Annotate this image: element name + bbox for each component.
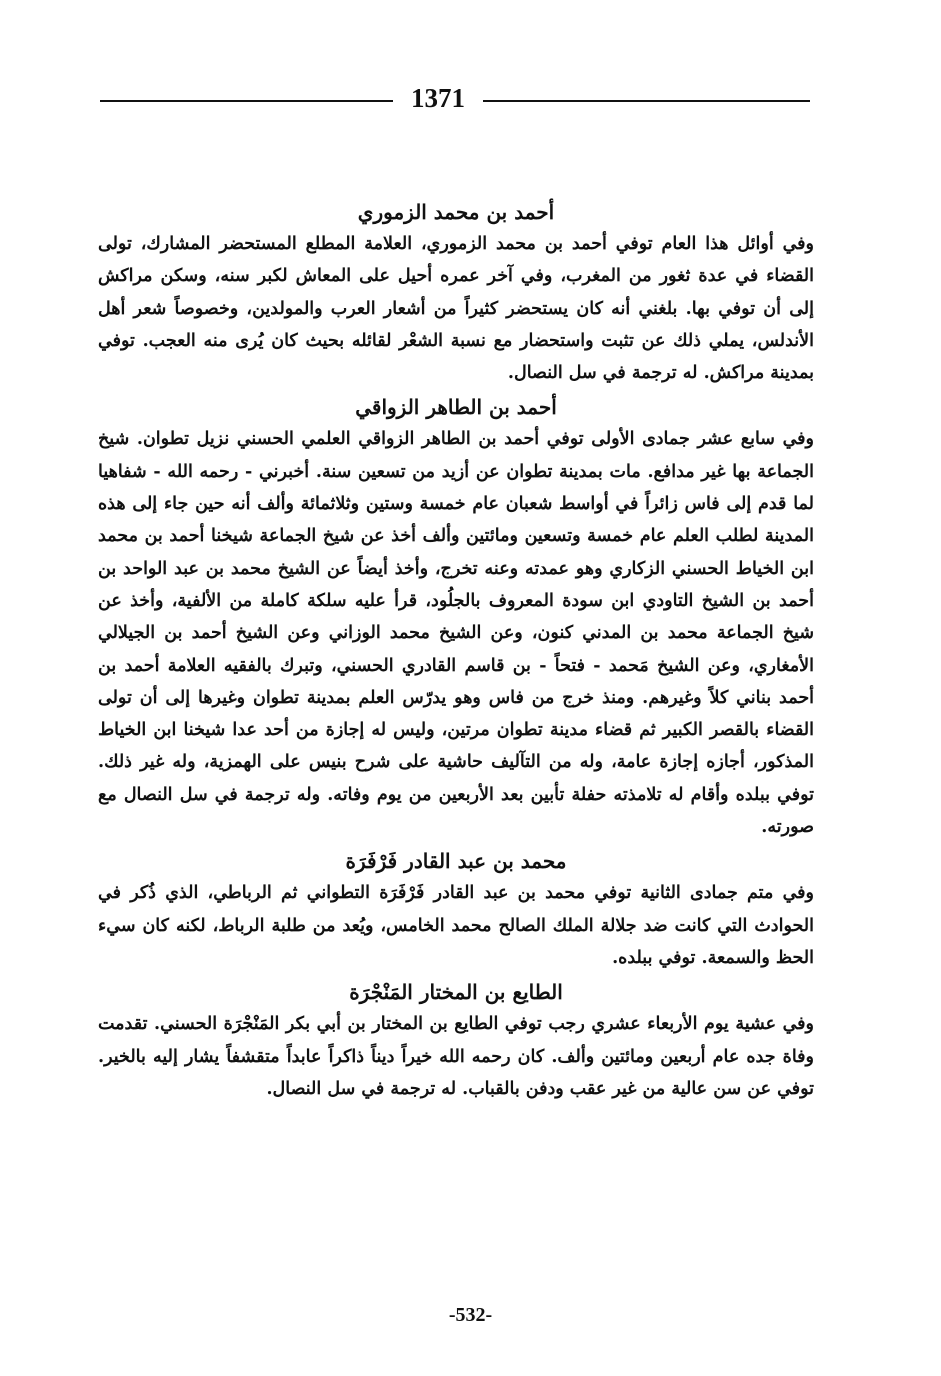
page-number: -532- bbox=[448, 1304, 493, 1326]
entry-zemmouri bbox=[98, 196, 814, 389]
entry-body: وفي أوائل هذا العام توفي أحمد بن محمد الزموري، العلامة المطلع المستحضر المشارك، تولى القضاء في عدة ثغور من المغرب، وفي آخر عمره أحيل على المعاش لكبر سنه، وسكن مراكش إلى أن توفي بها. بلغني أنه كان يستحضر كثيراً من أشعار العرب والمولدين، وخصوصاً شعر أهل الأندلس، يملي ذلك عن تثبت واستحضار مع نسبة الشعْر لقائله بحيث كان يُرى منه العجب. توفي بمدينة مراكش. له ترجمة في سل النصال. bbox=[98, 234, 814, 384]
entry-farfara bbox=[98, 845, 814, 974]
header-rule-right bbox=[483, 100, 810, 102]
entry-title: أحمد بن الطاهر الزواقي bbox=[355, 395, 557, 420]
entry-zouaqi bbox=[98, 391, 814, 843]
entry-title: أحمد بن محمد الزموري bbox=[357, 200, 555, 224]
entry-body: وفي متم جمادى الثانية توفي محمد بن عبد القادر فَرْفَرَة التطواني ثم الرباطي، الذي ذُكر في الحوادث التي كانت ضد جلالة الملك الصالح محمد الخامس، ويُعد من طلبة الرباط، لكنه كان سيء الحظ والسمعة. توفي ببلده. bbox=[98, 883, 814, 968]
page-content bbox=[98, 196, 814, 1105]
entry-title: محمد بن عبد القادر فَرْفَرَة bbox=[345, 849, 567, 874]
entry-body: وفي عشية يوم الأربعاء عشري رجب توفي الطايع بن المختار بن أبي بكر المَنْجْرَة الحسني. تقدمت وفاة جده عام أربعين ومائتين وألف. كان رحمه الله خيراً ديناً ذاكراً عابداً متقشفاً يشار إليه بالخير. توفي عن سن عالية من غير عقب ودفن بالقباب. له ترجمة في سل النصال. bbox=[98, 1014, 814, 1099]
entry-manjra bbox=[98, 976, 814, 1105]
entry-title: الطايع بن المختار المَنْجْرَة bbox=[349, 980, 563, 1005]
header-year: 1371 bbox=[411, 83, 465, 113]
header-rule-left bbox=[100, 100, 393, 102]
entry-body: وفي سابع عشر جمادى الأولى توفي أحمد بن الطاهر الزواقي العلمي الحسني نزيل تطوان. شيخ الجماعة بها غير مدافع. مات بمدينة تطوان عن أزيد من تسعين سنة. أخبرني - رحمه الله - شفاهيا لما قدم إلى فاس زائراً في أواسط شعبان عام خمسة وستين وثلاثمائة وألف أنه حين جاء إلى هذه المدينة لطلب العلم عام خمسة وتسعين ومائتين وألف أخذ عن شيخ الجماعة شيخنا أحمد بن محمد ابن الخياط الحسني الزكاري وهو عمدته وعنه تخرج، وأخذ أيضاً عن الشيخ محمد بن عبد الواحد بن أحمد بن الشيخ التاودي ابن سودة المعروف بالجلُود، قرأ عليه سلكة كاملة من الألفية، وأخذ عن شيخ الجماعة محمد بن المدني كنون، وعن الشيخ محمد الوزاني وعن الشيخ أحمد بن الجيلالي الأمغاري، وعن الشيخ مَحمد - فتحاً - بن قاسم القادري الحسني، وتبرك بالفقيه العلامة أحمد بن أحمد بناني كلاً وغيرهم. ومنذ خرج من فاس وهو يدرّس العلم بمدينة تطوان وغيرها إلى أن تولى القضاء بالقصر الكبير ثم قضاء مدينة تطوان مرتين، وليس له إجازة من أحد عدا شيخنا ابن الخياط المذكور، أجازه إجازة عامة، وله من التآليف حاشية على شرح بنيس على الهمزية، وله غير ذلك. توفي ببلده وأقام له تلامذته حفلة تأبين بعد الأربعين من يوم وفاته. وله ترجمة في سل النصال مع صورته. bbox=[98, 429, 814, 838]
page-header bbox=[100, 78, 810, 122]
